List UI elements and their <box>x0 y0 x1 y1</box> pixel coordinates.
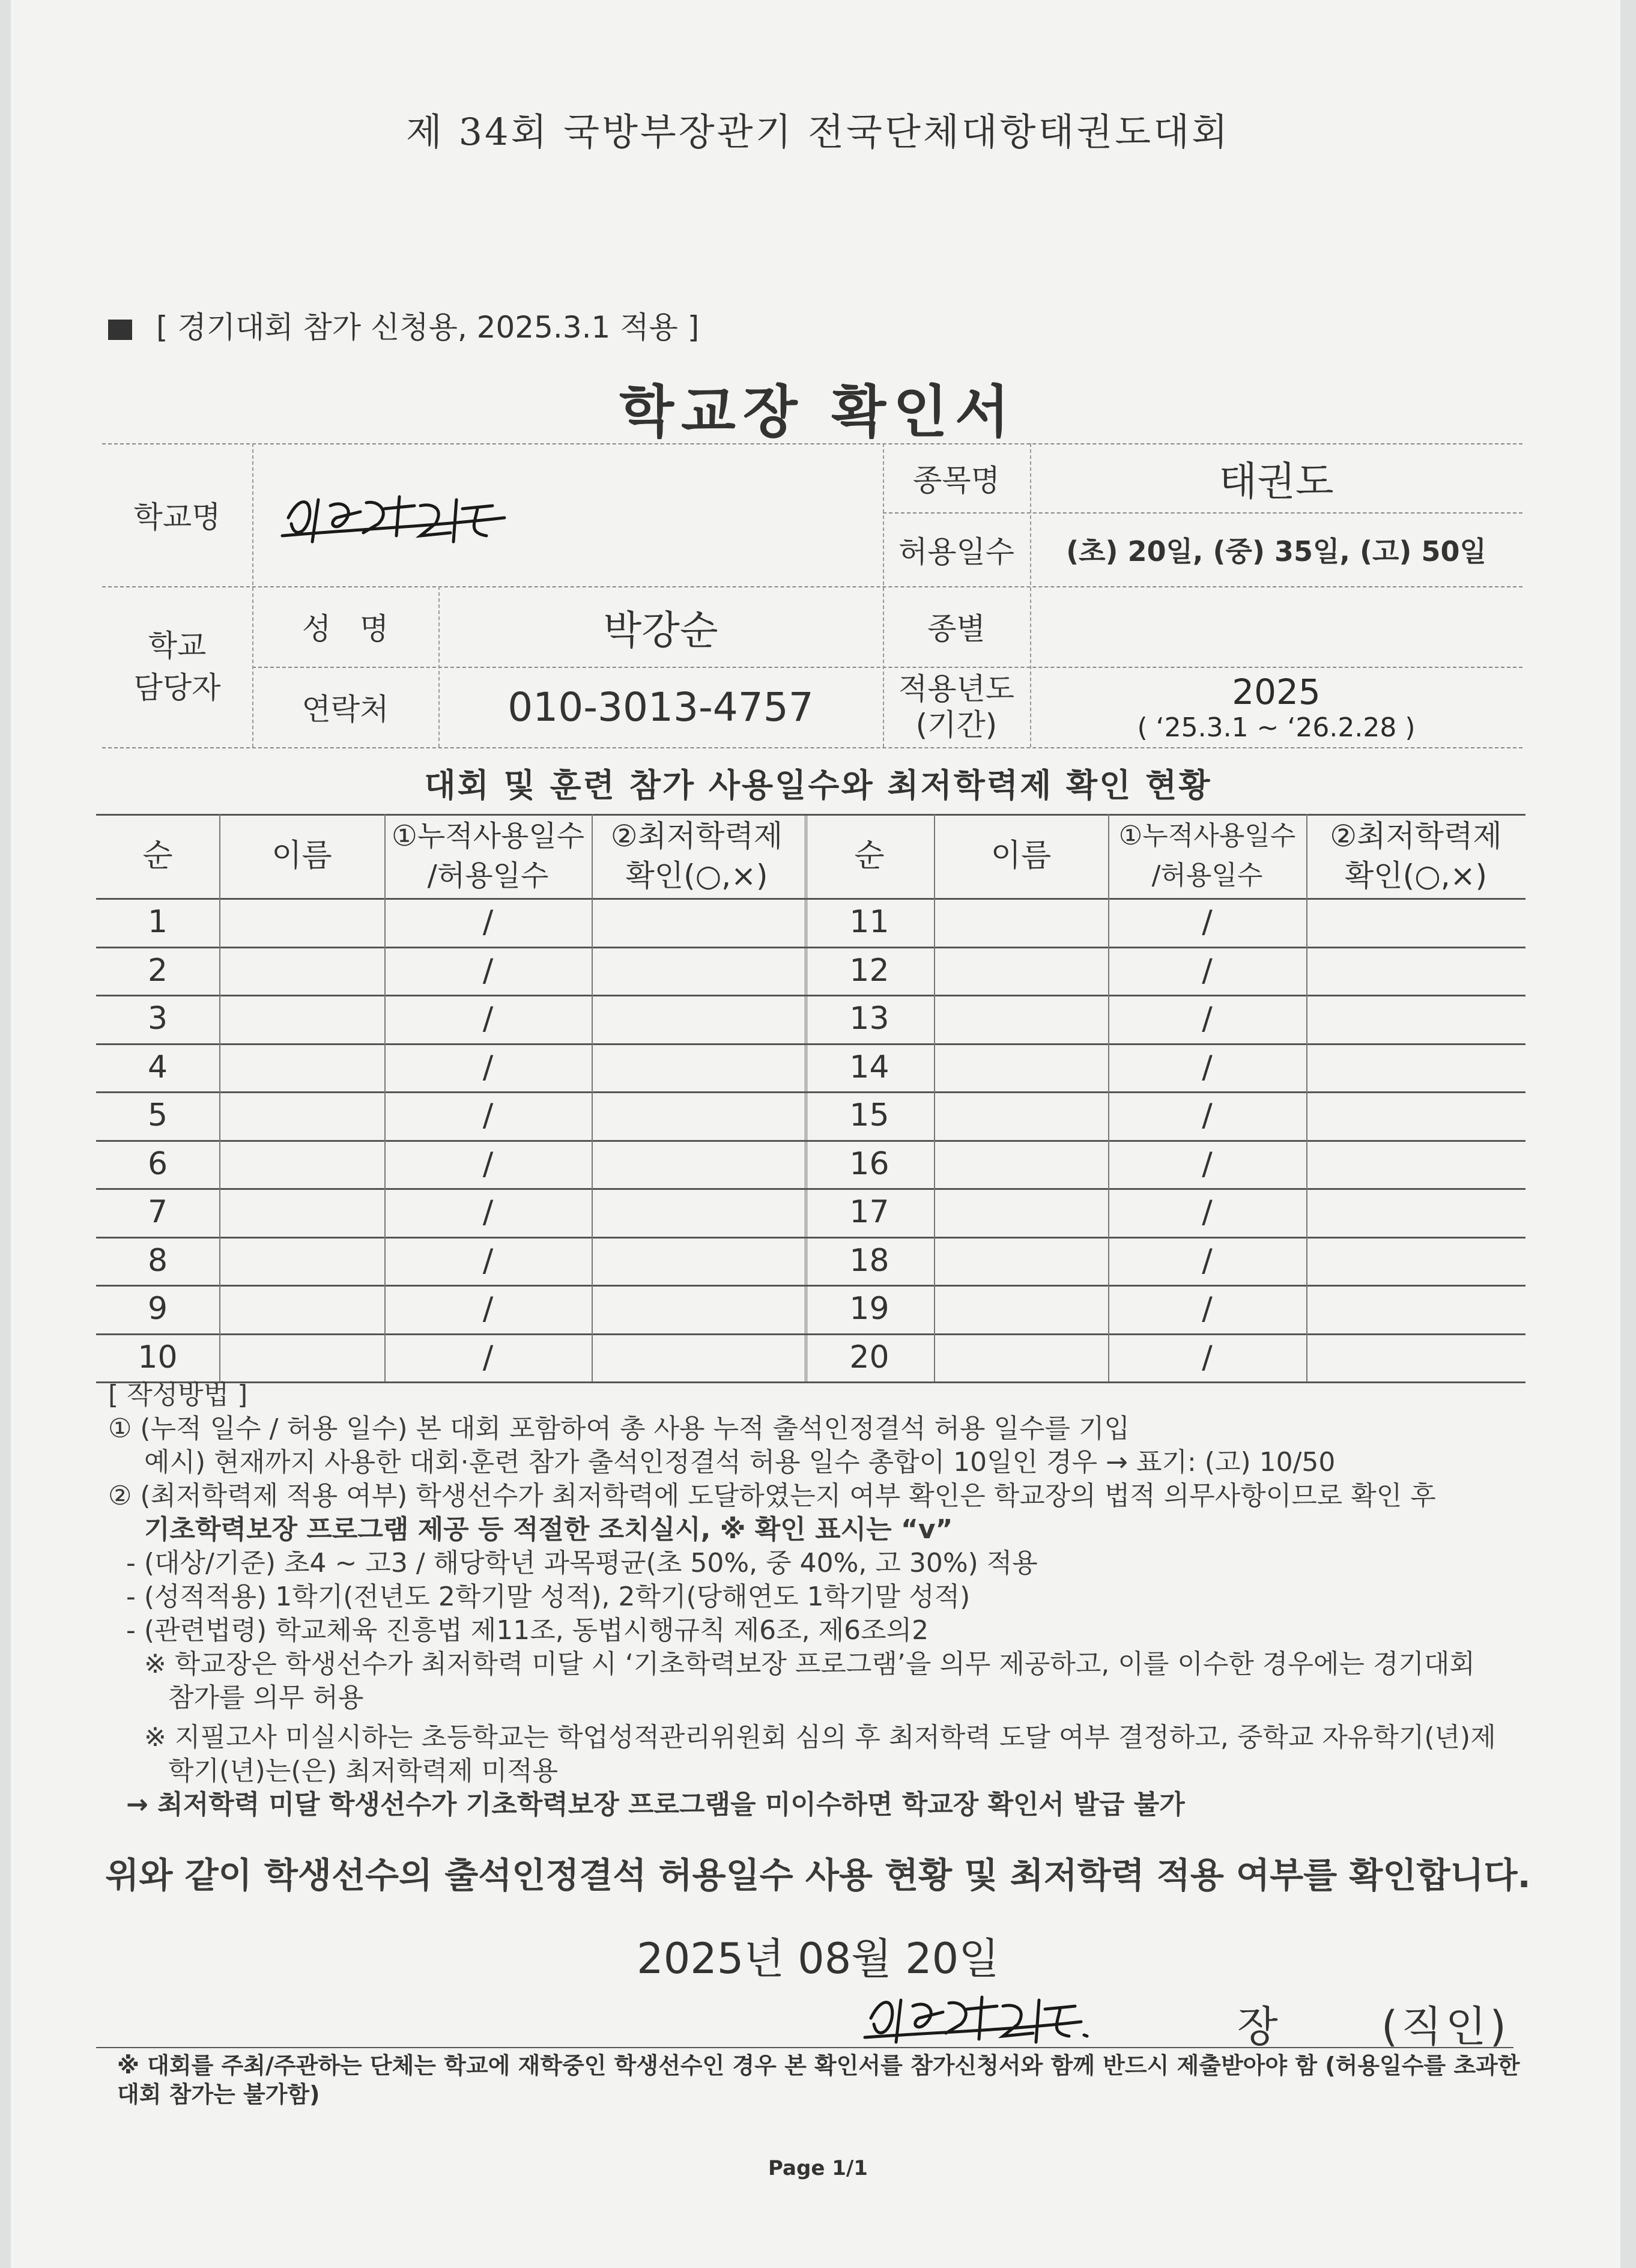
row-number: 16 <box>849 1145 889 1182</box>
competition-title: 제 34회 국방부장관기 전국단체대항태권도대회 <box>406 110 1230 154</box>
instruction-line: ① (누적 일수 / 허용 일수) 본 대회 포함하여 총 사용 누적 출석인정결석 허용 일수를 기입 <box>108 1413 1130 1444</box>
row-number: 11 <box>849 904 889 941</box>
info-border-bottom <box>102 747 1522 748</box>
days-slash: / <box>482 1145 494 1182</box>
contact-value: 010-3013-4757 <box>507 684 814 730</box>
manager-name-value: 박강순 <box>603 607 718 653</box>
form-usage-text: [ 경기대회 참가 신청용, 2025.3.1 적용 ] <box>156 310 700 345</box>
header-days-right: ①누적사용일수 /허용일수 <box>1118 820 1296 891</box>
row-number: 4 <box>147 1049 168 1085</box>
applied-year-cell <box>1030 667 1522 747</box>
school-name-label: 학교명 <box>133 500 221 535</box>
instruction-line: 학기(년)는(은) 최저학력제 미적용 <box>168 1756 559 1786</box>
official-seal-label: (직인) <box>1381 2002 1510 2051</box>
row-number: 8 <box>147 1242 168 1279</box>
row-number: 15 <box>849 1097 889 1134</box>
issue-date: 2025년 08월 20일 <box>637 1934 999 1983</box>
row-number: 9 <box>147 1291 168 1327</box>
days-slash: / <box>482 904 494 941</box>
info-table <box>102 443 1522 748</box>
days-slash: / <box>482 1001 494 1037</box>
instruction-line: - (관련법령) 학교체육 진흥법 제11조, 동법시행규칙 제6조, 제6조의2 <box>126 1615 929 1646</box>
principal-title: 장 <box>1237 2002 1278 2051</box>
days-slash: / <box>482 1097 494 1134</box>
applied-period-value: ( ‘25.3.1 ~ ‘26.2.28 ) <box>1137 712 1416 743</box>
row-number: 10 <box>138 1339 178 1375</box>
instruction-line: - (성적적용) 1학기(전년도 2학기말 성적), 2학기(당해연도 1학기말 성적) <box>126 1581 971 1612</box>
header-academic-right: ②최저학력제 확인(○,×) <box>1330 819 1502 893</box>
days-slash: / <box>1202 1097 1213 1134</box>
days-slash: / <box>1202 1001 1213 1037</box>
event-label: 종목명 <box>913 462 1000 498</box>
manager-label: 학교 담당자 <box>133 628 221 705</box>
school-signature-image <box>276 476 517 554</box>
square-bullet-icon <box>108 320 132 340</box>
instruction-line: ② (최저학력제 적용 여부) 학생선수가 최저학력에 도달하였는지 여부 확인은 학교장의 법적 의무사항이므로 확인 후 <box>108 1481 1436 1511</box>
row-number: 5 <box>147 1097 168 1134</box>
days-slash: / <box>482 952 494 989</box>
header-no-right: 순 <box>854 838 885 874</box>
days-slash: / <box>1202 1242 1213 1279</box>
instruction-line: ※ 학교장은 학생선수가 최저학력 미달 시 ‘기초학력보장 프로그램’을 의무 제공하고, 이를 이수한 경우에는 경기대회 <box>144 1649 1475 1679</box>
row-number: 2 <box>147 952 168 989</box>
days-slash: / <box>482 1291 494 1327</box>
instruction-line: 기초학력보장 프로그램 제공 등 적절한 조치실시, ※ 확인 표시는 “v” <box>144 1514 953 1545</box>
days-slash: / <box>1202 952 1213 989</box>
gender-value <box>1030 586 1522 667</box>
days-slash: / <box>482 1049 494 1085</box>
row-number: 19 <box>849 1291 889 1327</box>
row-number: 13 <box>849 1001 889 1037</box>
allowed-days-label: 허용일수 <box>898 534 1015 569</box>
row-number: 1 <box>147 904 168 941</box>
row-number: 20 <box>849 1339 889 1375</box>
footnote: ※ 대회를 주최/주관하는 단체는 학교에 재학중인 학생선수인 경우 본 확인서를 참가신청서와 함께 반드시 제출받아야 함 (허용일수를 초과한 대회 참가는 불가함) <box>117 2052 1520 2108</box>
grid-column-line <box>934 814 935 1381</box>
days-slash: / <box>1202 1194 1213 1231</box>
header-name-left: 이름 <box>271 838 332 874</box>
days-slash: / <box>482 1242 494 1279</box>
instruction-line: - (대상/기준) 초4 ~ 고3 / 해당학년 과목평균(초 50%, 중 40%, 고 30%) 적용 <box>126 1548 1038 1578</box>
principal-signature-image <box>859 1982 1099 2048</box>
gender-label: 종별 <box>927 611 986 646</box>
instruction-line: ※ 지필고사 미실시하는 초등학교는 학업성적관리위원회 심의 후 최저학력 도달 여부 결정하고, 중학교 자유학기(년)제 <box>144 1722 1496 1753</box>
grid-column-line <box>219 814 220 1381</box>
school-name-signature <box>252 443 883 586</box>
form-usage-line <box>108 303 699 347</box>
instruction-line: 예시) 현재까지 사용한 대회·훈련 참가 출석인정결석 허용 일수 총합이 10일인 경우 → 표기: (고) 10/50 <box>144 1447 1336 1478</box>
row-number: 14 <box>849 1049 889 1085</box>
grid-column-line <box>592 814 593 1381</box>
instruction-line: → 최저학력 미달 학생선수가 기초학력보장 프로그램을 미이수하면 학교장 확인서 발급 불가 <box>126 1789 1185 1820</box>
instructions-heading: [ 작성방법 ] <box>108 1380 248 1410</box>
days-slash: / <box>1202 1339 1213 1375</box>
grid-row-line <box>96 814 1525 816</box>
grid-column-line <box>1306 814 1307 1381</box>
name-label: 성 명 <box>301 611 389 646</box>
event-value: 태권도 <box>1219 458 1334 505</box>
days-slash: / <box>482 1194 494 1231</box>
applied-year-value: 2025 <box>1232 671 1321 712</box>
days-slash: / <box>1202 904 1213 941</box>
confirmation-statement: 위와 같이 학생선수의 출석인정결석 허용일수 사용 현황 및 최저학력 적용 여부를 확인합니다. <box>105 1855 1531 1896</box>
row-number: 3 <box>147 1001 168 1037</box>
page-number: Page 1/1 <box>768 2156 868 2180</box>
status-grid <box>96 814 1525 1384</box>
days-slash: / <box>482 1339 494 1375</box>
status-section-title: 대회 및 훈련 참가 사용일수와 최저학력제 확인 현황 <box>424 766 1212 804</box>
row-number: 6 <box>147 1145 168 1182</box>
row-number: 17 <box>849 1194 889 1231</box>
instruction-line: 참가를 의무 허용 <box>168 1682 364 1713</box>
days-slash: / <box>1202 1291 1213 1327</box>
applied-year-label: 적용년도 (기간) <box>898 672 1015 742</box>
days-slash: / <box>1202 1145 1213 1182</box>
principal-signature <box>859 1982 1099 2051</box>
signature-divider <box>96 2047 1513 2048</box>
document-title: 학교장 확인서 <box>619 380 1017 445</box>
allowed-days-value: (초) 20일, (중) 35일, (고) 50일 <box>1066 535 1486 568</box>
row-number: 18 <box>849 1242 889 1279</box>
contact-label: 연락처 <box>301 692 389 727</box>
days-slash: / <box>1202 1049 1213 1085</box>
row-number: 7 <box>147 1194 168 1231</box>
header-no-left: 순 <box>142 838 173 874</box>
header-name-right: 이름 <box>990 838 1052 874</box>
writing-instructions <box>108 1378 1538 1822</box>
header-academic-left: ②최저학력제 확인(○,×) <box>610 819 783 893</box>
header-days-left: ①누적사용일수 /허용일수 <box>391 819 585 893</box>
row-number: 12 <box>849 952 889 989</box>
